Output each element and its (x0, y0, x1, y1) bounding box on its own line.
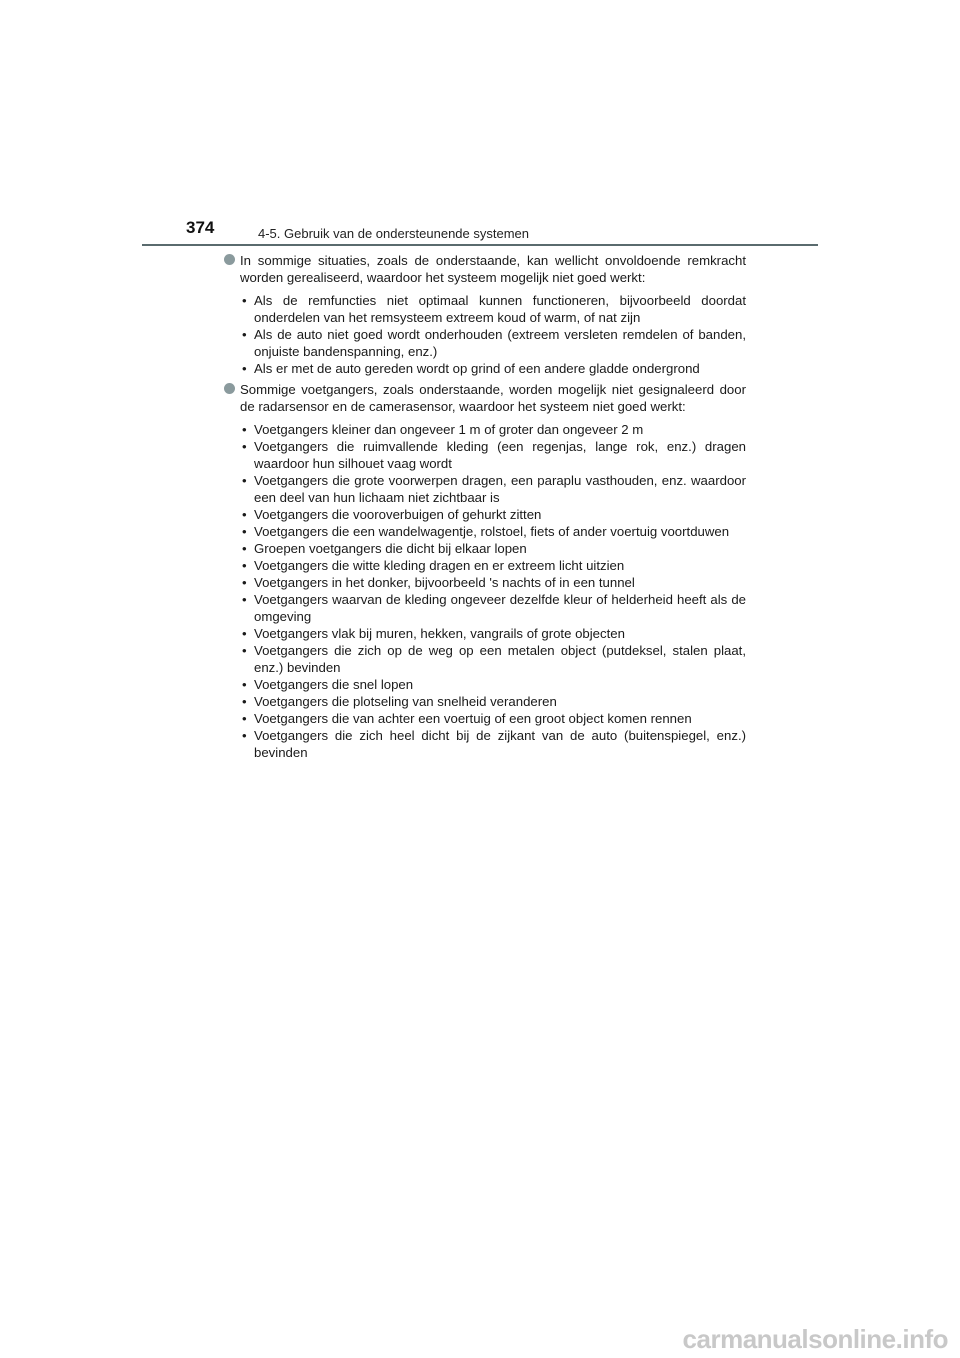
page-number: 374 (186, 218, 215, 237)
notice-text: In sommige situaties, zoals de onderstaande, kan wellicht onvoldoende remkracht worden gerealiseerd, waardoor het systeem mogelijk niet goed werkt: (240, 253, 746, 285)
bullet-icon: • (242, 575, 247, 590)
bullet-icon: • (242, 422, 247, 437)
list-item: • Voetgangers die plotseling van snelheid veranderen (242, 694, 557, 709)
circle-bullet-icon (224, 383, 235, 394)
list-item: • Voetgangers waarvan de kleding ongeveer dezelfde kleur of helderheid heeft als de omgeving (242, 592, 746, 624)
main-content (224, 252, 746, 765)
notice-block-2 (224, 381, 746, 761)
notice-block-1 (224, 252, 746, 377)
list-item: • Voetgangers die snel lopen (242, 677, 414, 692)
sub-list (240, 421, 746, 761)
circle-bullet-icon (224, 254, 235, 265)
list-item: • Als de remfuncties niet optimaal kunnen functioneren, bijvoorbeeld doordat onderdelen van het remsysteem extreem koud of warm, of nat zijn (242, 293, 746, 325)
bullet-icon: • (242, 643, 247, 658)
list-item: • Voetgangers die ruimvallende kleding (een regenjas, lange rok, enz.) dragen waardoor hun silhouet vaag wordt (242, 439, 746, 471)
bullet-icon: • (242, 541, 247, 556)
bullet-icon: • (242, 592, 247, 607)
bullet-icon: • (242, 694, 247, 709)
sub-list (240, 292, 746, 377)
section-title: 4-5. Gebruik van de ondersteunende systemen (258, 226, 530, 241)
list-item: • Groepen voetgangers die dicht bij elkaar lopen (242, 541, 527, 556)
page-header (0, 0, 960, 250)
bullet-icon: • (242, 293, 247, 308)
list-item: • Voetgangers die vooroverbuigen of gehurkt zitten (242, 507, 542, 522)
list-item: • Voetgangers die witte kleding dragen en er extreem licht uitzien (242, 558, 625, 573)
bullet-icon: • (242, 327, 247, 342)
bullet-icon: • (242, 507, 247, 522)
bullet-icon: • (242, 677, 247, 692)
list-item: • Voetgangers vlak bij muren, hekken, vangrails of grote objecten (242, 626, 625, 641)
list-item: • Als de auto niet goed wordt onderhouden (extreem versleten remdelen of banden, onjuiste bandenspanning, enz.) (242, 327, 746, 359)
list-item: • Voetgangers die zich heel dicht bij de zijkant van de auto (buitenspiegel, enz.) bevinden (242, 728, 746, 760)
bullet-icon: • (242, 439, 247, 454)
watermark-logo: carmanualsonline.info (682, 1324, 948, 1354)
list-item: • Voetgangers die grote voorwerpen dragen, een paraplu vasthouden, enz. waardoor een deel van hun lichaam niet zichtbaar is (242, 473, 746, 505)
bullet-icon: • (242, 361, 247, 376)
bullet-icon: • (242, 626, 247, 641)
header-divider (142, 244, 818, 246)
bullet-icon: • (242, 728, 247, 743)
list-item: • Voetgangers die een wandelwagentje, rolstoel, fiets of ander voertuig voortduwen (242, 524, 730, 539)
bullet-icon: • (242, 473, 247, 488)
list-item: • Voetgangers die zich op de weg op een metalen object (putdeksel, stalen plaat, enz.) bevinden (242, 643, 746, 675)
notice-text: Sommige voetgangers, zoals onderstaande, worden mogelijk niet gesignaleerd door de radarsensor en de camerasensor, waardoor het systeem niet goed werkt: (240, 382, 746, 414)
list-item: • Voetgangers die van achter een voertuig of een groot object komen rennen (242, 711, 692, 726)
bullet-icon: • (242, 524, 247, 539)
list-item: • Voetgangers kleiner dan ongeveer 1 m of groter dan ongeveer 2 m (242, 422, 644, 437)
bullet-icon: • (242, 558, 247, 573)
bullet-icon: • (242, 711, 247, 726)
list-item: • Als er met de auto gereden wordt op grind of een andere gladde ondergrond (242, 361, 700, 376)
list-item: • Voetgangers in het donker, bijvoorbeeld 's nachts of in een tunnel (242, 575, 635, 590)
